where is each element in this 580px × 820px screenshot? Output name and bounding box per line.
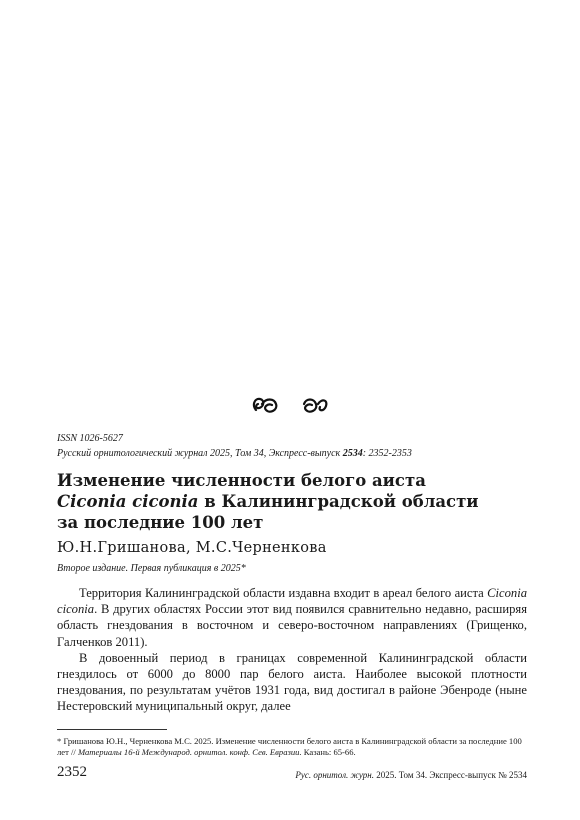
issn: ISSN 1026-5627 <box>57 433 123 444</box>
paragraph-1 <box>57 585 527 650</box>
authors: Ю.Н.Гришанова, М.С.Черненкова <box>57 540 327 556</box>
edition-note: Второе издание. Первая публикация в 2025* <box>57 563 246 574</box>
journal-prefix: Русский орнитологический журнал 2025, Том 34, Экспресс-выпуск <box>57 448 343 459</box>
ornament-icon <box>250 392 330 418</box>
footnote-text-b: Казань: 65-66. <box>301 747 356 757</box>
footnote-text-a: * Гришанова Ю.Н., Черненкова М.С. 2025. Изменение численности белого аиста в Калининградской области за последние 100 лет // <box>57 736 522 757</box>
paragraph-1-species: Ciconia ciconia <box>57 586 527 617</box>
journal-pages: : 2352-2353 <box>362 448 412 459</box>
paragraph-1-text-b: . В других областях России этот вид появился сравнительно недавно, расширяя область гнездования в восточном и северо-восточном направлениях (Грищенко, Галченков 2011). <box>57 602 527 649</box>
page-number: 2352 <box>57 764 87 780</box>
article-title <box>57 470 527 533</box>
title-line-3: за последние 100 лет <box>57 513 264 532</box>
running-footer-journal: Рус. орнитол. журн. <box>295 770 374 780</box>
running-footer-issue: 2025. Том 34. Экспресс-выпуск № 2534 <box>373 770 527 780</box>
issue-number: 2534 <box>342 448 363 459</box>
footnote <box>57 736 527 758</box>
footnote-rule <box>57 729 167 730</box>
running-footer <box>295 770 527 780</box>
footnote-source: Материалы 16-й Международ. орнитол. конф. Сев. Евразии. <box>77 747 302 757</box>
decorative-ornament <box>0 392 580 425</box>
title-line-2 <box>57 491 527 512</box>
paragraph-1-text-a: Территория Калининградской области издавна входит в ареал белого аиста <box>79 586 488 600</box>
article-body <box>57 585 527 715</box>
title-line-1: Изменение численности белого аиста <box>57 471 426 490</box>
paragraph-2: В довоенный период в границах современной Калининградской области гнездилось от 6000 до 8000 пар белого аиста. Наиболее высокой плотности гнездования, по результатам учётов 1931 года, вид достигал в районе Эбенроде (ныне Нестеровский муниципальный округ, далее <box>57 650 527 714</box>
journal-citation-line <box>57 448 527 459</box>
title-line-2-rest: в Калининградской области <box>198 492 479 511</box>
title-species: Ciconia ciconia <box>57 492 199 511</box>
